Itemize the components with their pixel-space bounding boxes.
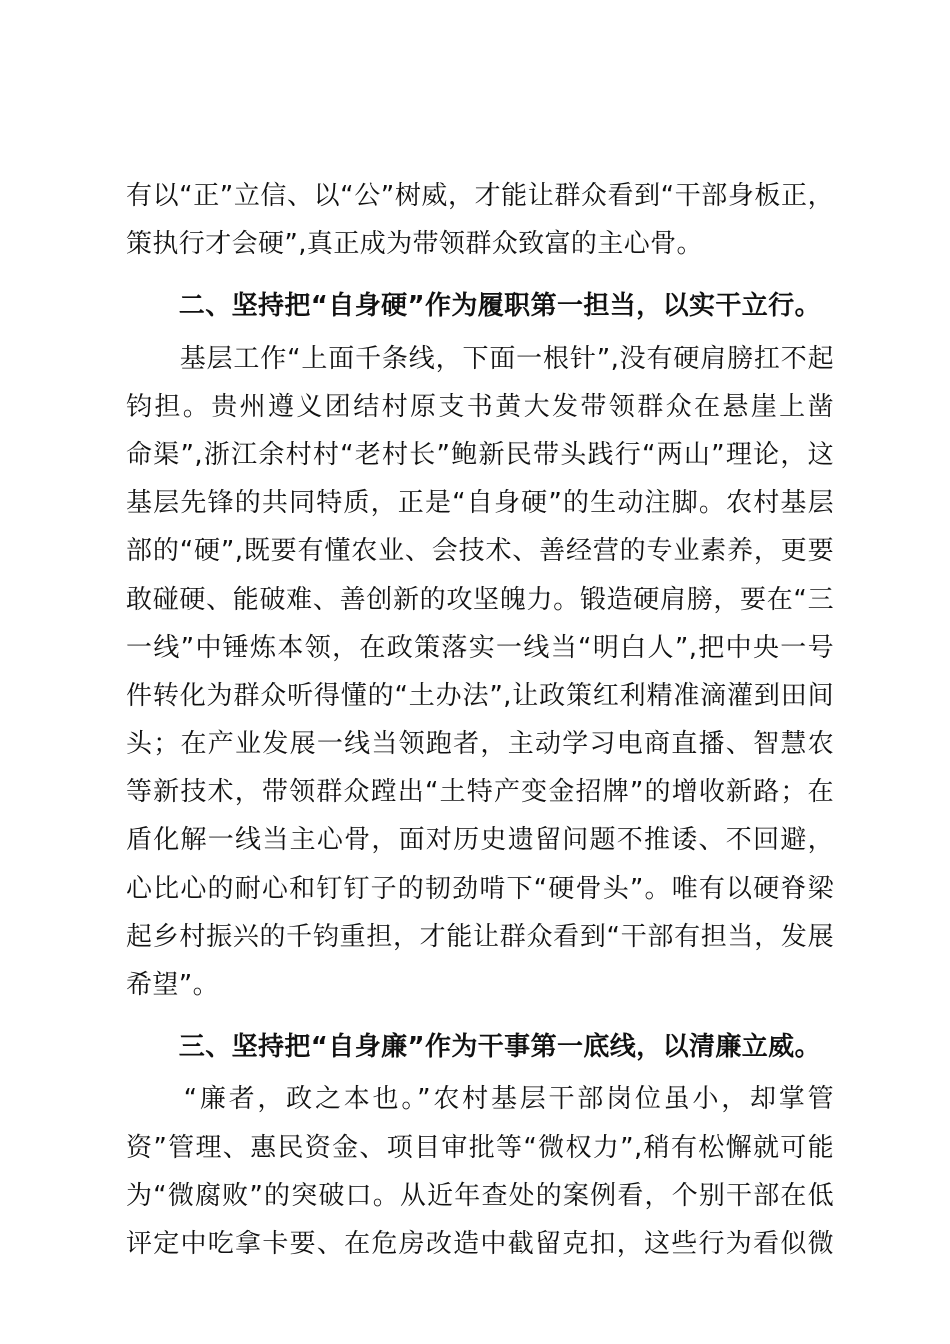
text-line: 策执行才会硬”,真正成为带领群众致富的主心骨。: [126, 229, 703, 260]
text-line: 希望”。: [126, 970, 220, 1000]
text-line: 命渠”,浙江余村村“老村长”鲍新民带头践行“两山”理论，这: [126, 439, 834, 470]
text-line: 钧担。贵州遵义团结村原支书黄大发带领群众在悬崖上凿: [126, 391, 834, 422]
text-line: 有以“正”立信、以“公”树威，才能让群众看到“干部身板正，: [126, 181, 834, 211]
text-line: 评定中吃拿卡要、在危房改造中截留克扣，这些行为看似微: [126, 1228, 834, 1259]
text-line: 心比心的耐心和钉钉子的韧劲啃下“硬骨头”。唯有以硬脊梁: [126, 873, 834, 904]
section-heading-2: 二、坚持把“自身硬”作为履职第一担当，以实干立行。: [126, 291, 821, 322]
text-line: 为“微腐败”的突破口。从近年查处的案例看，个别干部在低: [126, 1180, 834, 1211]
text-line: 头；在产业发展一线当领跑者，主动学习电商直播、智慧农: [126, 729, 834, 760]
body-text: [126, 172, 834, 1268]
text-line: 件转化为群众听得懂的“土办法”,让政策红利精准滴灌到田间: [126, 680, 834, 711]
text-line: 等新技术，带领群众蹚出“土特产变金招牌”的增收新路；在: [126, 777, 834, 808]
text-line: 一线”中锤炼本领，在政策落实一线当“明白人”,把中央一号: [126, 632, 834, 663]
text-line: 部的“硬”,既要有懂农业、会技术、善经营的专业素养，更要: [126, 536, 834, 567]
text-line: “廉者，政之本也。”农村基层干部岗位虽小，却掌管: [183, 1084, 834, 1115]
text-line: 盾化解一线当主心骨，面对历史遗留问题不推诿、不回避，: [126, 825, 834, 856]
text-line: 资”管理、惠民资金、项目审批等“微权力”,稍有松懈就可能: [126, 1132, 834, 1163]
text-line: 敢碰硬、能破难、善创新的攻坚魄力。锻造硬肩膀，要在“三: [126, 584, 834, 615]
text-line: 基层先锋的共同特质，正是“自身硬”的生动注脚。农村基层: [126, 488, 834, 519]
section-heading-3: 三、坚持把“自身廉”作为干事第一底线，以清廉立威。: [126, 1032, 821, 1063]
text-line: 起乡村振兴的千钧重担，才能让群众看到“干部有担当，发展: [126, 921, 834, 952]
text-line: 基层工作“上面千条线，下面一根针”,没有硬肩膀扛不起: [179, 343, 834, 374]
